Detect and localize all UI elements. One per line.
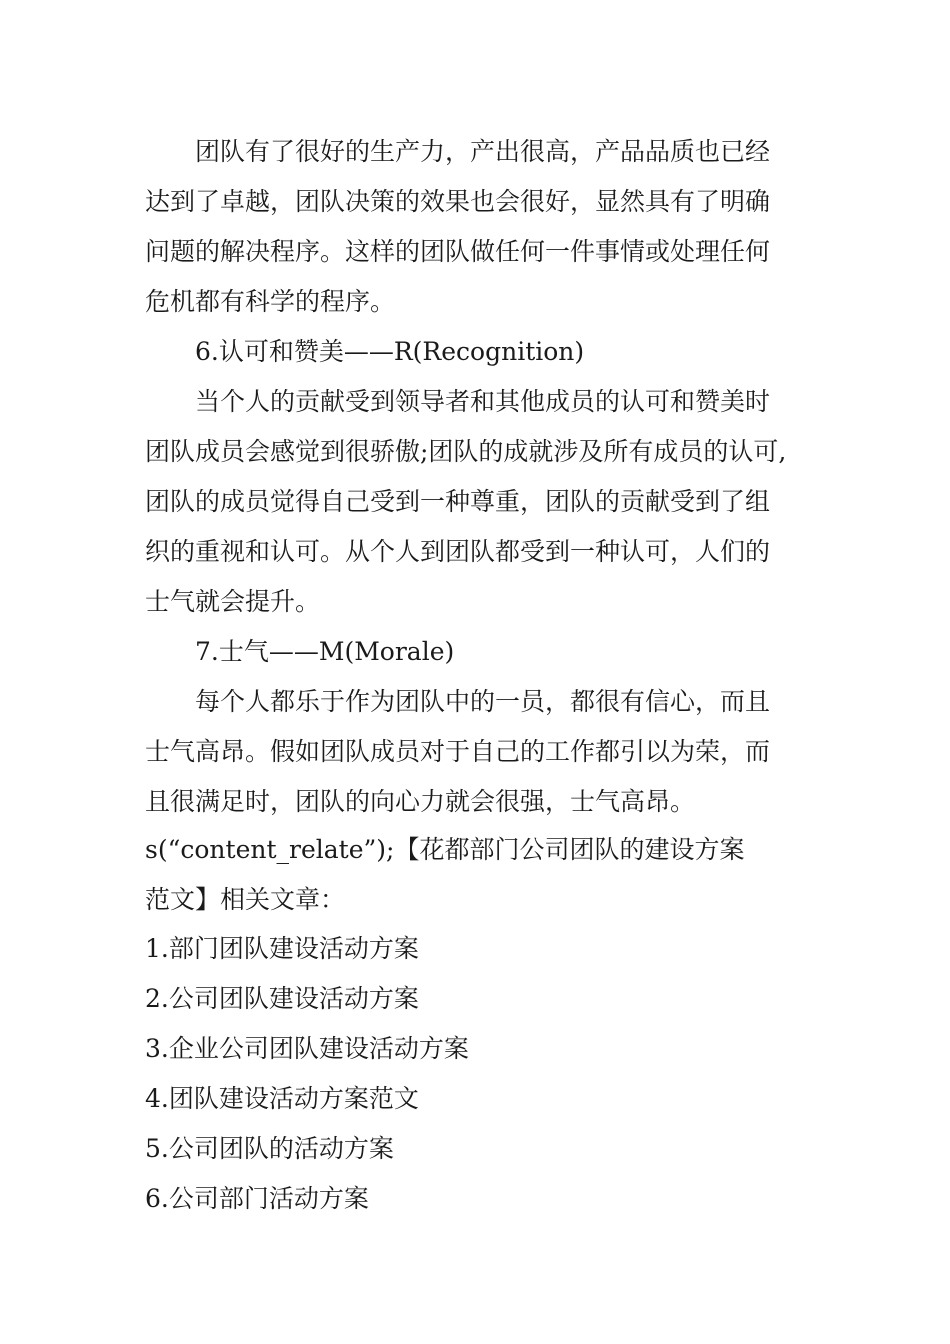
paragraph-3-line-1: 每个人都乐于作为团队中的一员，都很有信心，而且 [195,687,771,716]
paragraph-1-line-2: 达到了卓越，团队决策的效果也会很好，显然具有了明确 [145,187,771,216]
paragraph-2-line-3: 团队的成员觉得自己受到一种尊重，团队的贡献受到了组 [145,487,771,516]
paragraph-1-line-3: 问题的解决程序。这样的团队做任何一件事情或处理任何 [145,237,771,266]
related-link-4[interactable]: 4.团队建设活动方案范文 [145,1084,419,1113]
paragraph-3-line-2: 士气高昂。假如团队成员对于自己的工作都引以为荣，而 [145,737,771,766]
paragraph-2-line-5: 士气就会提升。 [145,587,321,616]
paragraph-1-line-4: 危机都有科学的程序。 [145,287,396,316]
paragraph-2-line-1: 当个人的贡献受到领导者和其他成员的认可和赞美时 [195,387,771,416]
related-link-3[interactable]: 3.企业公司团队建设活动方案 [145,1034,469,1063]
section-heading-6: 6.认可和赞美——R(Recognition) [195,337,585,366]
paragraph-2-line-4: 织的重视和认可。从个人到团队都受到一种认可，人们的 [145,537,771,566]
related-articles-line-2: 范文】相关文章： [145,885,346,914]
paragraph-3-line-3: 且很满足时，团队的向心力就会很强，士气高昂。 [145,787,696,816]
related-link-5[interactable]: 5.公司团队的活动方案 [145,1134,394,1163]
related-link-1[interactable]: 1.部门团队建设活动方案 [145,934,419,963]
related-link-6[interactable]: 6.公司部门活动方案 [145,1184,369,1213]
paragraph-1-line-1: 团队有了很好的生产力，产出很高，产品品质也已经 [195,137,771,166]
related-link-2[interactable]: 2.公司团队建设活动方案 [145,984,419,1013]
section-heading-7: 7.士气——M(Morale) [195,637,455,666]
paragraph-2-line-2: 团队成员会感觉到很骄傲;团队的成就涉及所有成员的认可, [145,437,787,466]
related-articles-line-1: s(“content_relate”);【花都部门公司团队的建设方案 [145,835,745,864]
